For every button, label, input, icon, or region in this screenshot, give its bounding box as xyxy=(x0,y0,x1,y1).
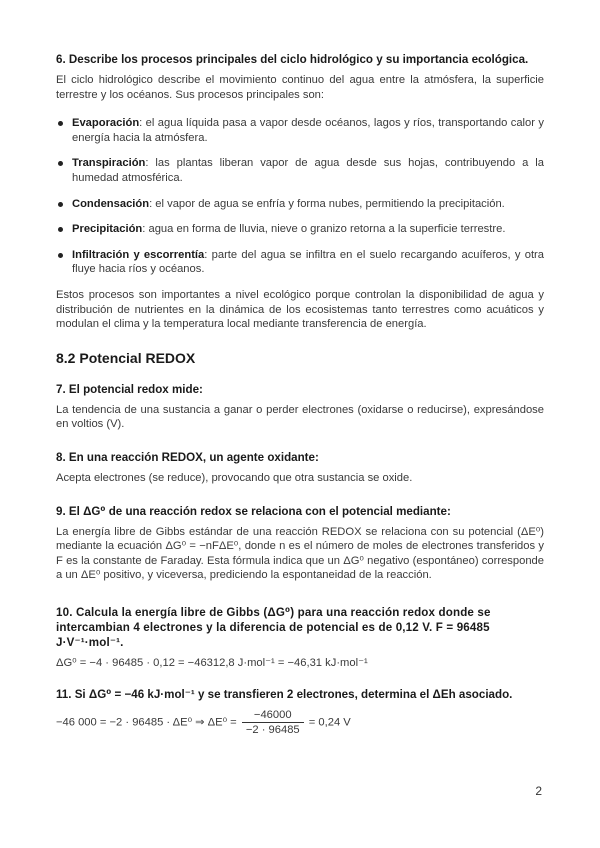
question-9-answer: La energía libre de Gibbs estándar de una reacción REDOX se relaciona con su potencial (ΔE⁰) mediante la ecuación ΔG⁰ = −nFΔE⁰, donde n es el número de moles de electrones transferidos y F es la constante de Faraday. Esta fórmula indica que un ΔG⁰ negativo (espontáneo) corresponde a un ΔE⁰ positivo, y viceversa, prediciendo la espontaneidad de la reacción. xyxy=(56,525,544,582)
question-10 xyxy=(56,605,544,669)
formula-left: −46 000 = −2 · 96485 · ΔE⁰ ⇒ ΔE⁰ = xyxy=(56,716,237,729)
list-item: Condensación: el vapor de agua se enfría y forma nubes, permitiendo la precipitación. xyxy=(56,197,544,212)
bullet-icon xyxy=(58,161,63,166)
bullet-icon xyxy=(58,121,63,126)
process-list xyxy=(56,116,544,277)
question-10-formula: ΔG⁰ = −4 · 96485 · 0,12 = −46312,8 J·mol⁻¹ = −46,31 kJ·mol⁻¹ xyxy=(56,656,368,669)
section-title: 8.2 Potencial REDOX xyxy=(56,349,196,366)
fraction-denominator: −2 · 96485 xyxy=(245,723,300,736)
question-6 xyxy=(56,52,544,332)
fraction xyxy=(242,708,304,737)
question-11-title: 11. Si ΔG⁰ = −46 kJ·mol⁻¹ y se transfieren 2 electrones, determina el ΔEh asociado. xyxy=(56,687,513,701)
question-11 xyxy=(56,687,544,737)
question-9 xyxy=(56,504,544,583)
list-item: Evaporación: el agua líquida pasa a vapor desde océanos, lagos y ríos, transportando calor y energía hacia la atmósfera. xyxy=(56,116,544,145)
bullet-icon xyxy=(58,253,63,258)
bullet-icon xyxy=(58,202,63,207)
question-7 xyxy=(56,382,544,432)
question-8-title: 8. En una reacción REDOX, un agente oxidante: xyxy=(56,450,319,464)
question-6-conclusion: Estos procesos son importantes a nivel ecológico porque controlan la disponibilidad de agua y distribución de nutrientes en la dinámica de los ecosistemas tanto terrestres como acuáticos y modulan el clima y la temperatura local mediante transferencia de energía. xyxy=(56,288,544,331)
page-number: 2 xyxy=(535,784,542,798)
list-item: Precipitación: agua en forma de lluvia, nieve o granizo retorna a la superficie terrestre. xyxy=(56,222,544,237)
question-6-title: 6. Describe los procesos principales del ciclo hidrológico y su importancia ecológica. xyxy=(56,53,529,66)
fraction-numerator: −46000 xyxy=(242,708,304,723)
question-8-answer: Acepta electrones (se reduce), provocando que otra sustancia se oxide. xyxy=(56,471,413,484)
list-item: Transpiración: las plantas liberan vapor de agua desde sus hojas, contribuyendo a la humedad atmosférica. xyxy=(56,156,544,185)
question-9-title: 9. El ΔG⁰ de una reacción redox se relaciona con el potencial mediante: xyxy=(56,504,451,518)
question-8 xyxy=(56,450,544,486)
document-page xyxy=(56,52,544,737)
question-11-formula xyxy=(56,708,544,737)
list-item: Infiltración y escorrentía: parte del agua se infiltra en el suelo recargando acuíferos, y otra fluye hacia ríos y océanos. xyxy=(56,248,544,277)
formula-result: = 0,24 V xyxy=(308,716,351,729)
bullet-icon xyxy=(58,227,63,232)
question-7-title: 7. El potencial redox mide: xyxy=(56,382,203,396)
question-10-title: 10. Calcula la energía libre de Gibbs (ΔG⁰) para una reacción redox donde se intercambian 4 electrones y la diferencia de potencial es de 0,12 V. F = 96485 J·V⁻¹·mol⁻¹. xyxy=(56,605,491,649)
question-7-answer: La tendencia de una sustancia a ganar o perder electrones (oxidarse o reducirse), expresándose en voltios (V). xyxy=(56,403,544,431)
question-6-intro: El ciclo hidrológico describe el movimiento continuo del agua entre la atmósfera, la superficie terrestre y los océanos. Sus procesos principales son: xyxy=(56,74,544,101)
